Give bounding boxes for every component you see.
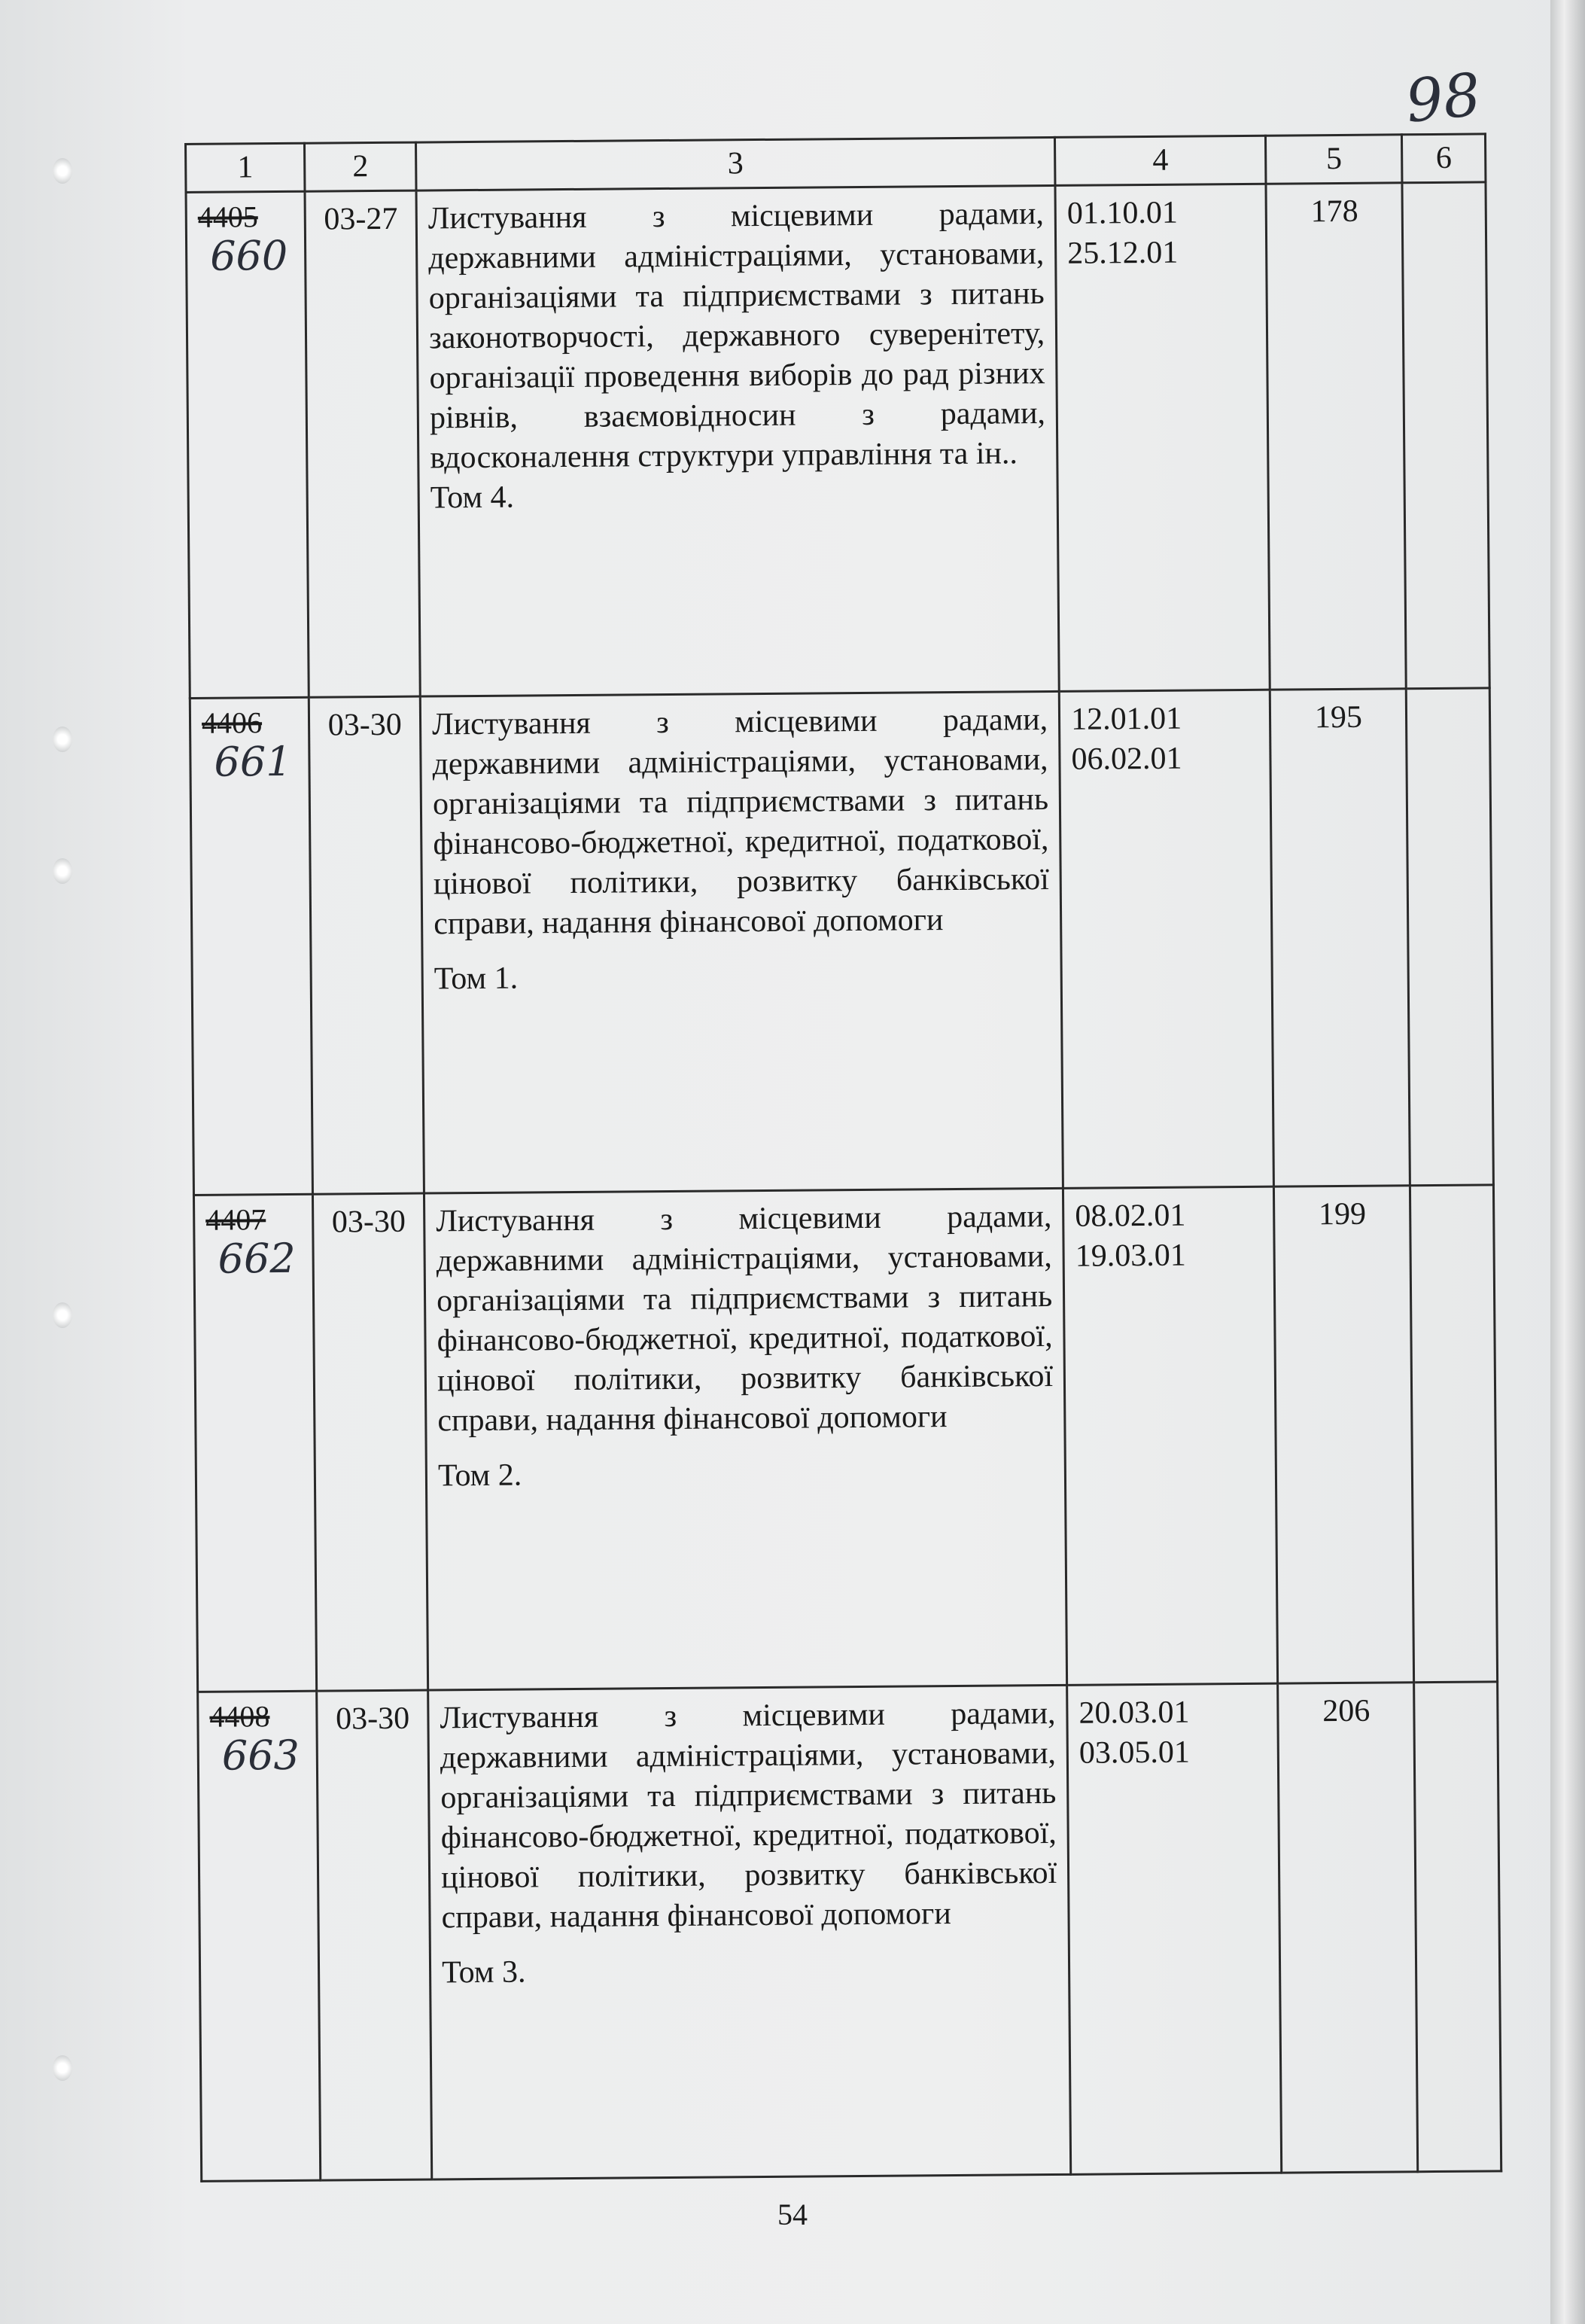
case-dates: [1067, 1683, 1282, 2174]
new-case-number: 661: [214, 737, 292, 786]
case-index: 03-30: [309, 696, 424, 1194]
sheet-count: 206: [1278, 1683, 1418, 2173]
handwritten-archive-number: 98: [1402, 61, 1484, 136]
new-case-number: 663: [221, 1731, 300, 1780]
case-title: Листування з місцевими радами, державними адміністраціями, установами, організаціями та підприємствами з питань законотворчості, державного суверенітету, організації проведення виборів до рад різних рівнів, взаємовідносин з радами, вдосконалення структури управління та ін..: [427, 196, 1046, 476]
case-dates: [1059, 690, 1273, 1188]
case-title-cell: [424, 1188, 1067, 1690]
case-volume: Том 1.: [434, 961, 519, 997]
header-col-1: 1: [186, 143, 306, 192]
date-end: 06.02.01: [1071, 741, 1182, 777]
date-end: 25.12.01: [1067, 235, 1179, 271]
case-index: 03-30: [317, 1690, 432, 2180]
date-start: 20.03.01: [1078, 1695, 1190, 1731]
note: [1402, 182, 1489, 689]
binding-hole: [53, 158, 72, 184]
table-row: [186, 182, 1489, 699]
header-col-3: 3: [416, 137, 1055, 190]
case-title-cell: [416, 185, 1059, 696]
new-case-number: 660: [209, 231, 288, 280]
date-end: 19.03.01: [1075, 1238, 1186, 1274]
binder-edge: [1550, 0, 1585, 2324]
binding-hole: [53, 2055, 72, 2081]
header-col-5: 5: [1266, 135, 1402, 184]
binding-hole: [53, 1302, 72, 1328]
note: [1407, 688, 1494, 1186]
case-title: Листування з місцевими радами, державними адміністраціями, установами, організаціями та підприємствами з питань фінансово-бюджетної, кредитної, податкової, цінової політики, розвитку банківської справи, надання фінансової допомоги: [431, 702, 1050, 942]
case-volume: Том 2.: [437, 1457, 522, 1494]
case-index: 03-30: [313, 1193, 428, 1691]
page-number: 54: [777, 2198, 808, 2231]
table-row: [198, 1682, 1501, 2182]
case-volume: Том 3.: [442, 1954, 526, 1990]
old-case-number: 4407: [205, 1202, 266, 1237]
date-start: 01.10.01: [1066, 195, 1179, 231]
case-number-cell: [193, 1194, 316, 1692]
note: [1414, 1682, 1501, 2172]
old-case-number: 4408: [209, 1699, 270, 1734]
case-volume: Том 4.: [430, 480, 515, 516]
case-title: Листування з місцевими радами, державними адміністраціями, установами, організаціями та підприємствами з питань фінансово-бюджетної, кредитної, податкової, цінової політики, розвитку банківської справи, надання фінансової допомоги: [440, 1695, 1057, 1936]
old-case-number: 4405: [197, 200, 258, 234]
header-col-4: 4: [1055, 136, 1267, 185]
header-col-2: 2: [305, 142, 416, 191]
case-register-table: [184, 132, 1502, 2182]
new-case-number: 662: [218, 1234, 296, 1283]
date-end: 03.05.01: [1078, 1735, 1191, 1771]
note: [1410, 1185, 1498, 1683]
date-start: 12.01.01: [1070, 701, 1182, 737]
case-title-cell: [420, 691, 1063, 1193]
case-title: Листування з місцевими радами, державними адміністраціями, установами, організаціями та підприємствами з питань фінансово-бюджетної, кредитної, податкової, цінової політики, розвитку банківської справи, надання фінансової допомоги: [436, 1199, 1054, 1439]
case-dates: [1063, 1186, 1278, 1685]
date-start: 08.02.01: [1075, 1198, 1186, 1234]
sheet-count: 195: [1270, 689, 1410, 1186]
table-row: [190, 688, 1493, 1196]
table-row: [193, 1185, 1497, 1692]
binding-hole: [53, 726, 72, 752]
case-number-cell: [186, 191, 309, 698]
sheet-count: 178: [1266, 183, 1406, 690]
case-dates: [1055, 184, 1270, 691]
case-number-cell: [198, 1691, 321, 2181]
sheet-count: 199: [1274, 1186, 1414, 1683]
old-case-number: 4406: [201, 705, 263, 740]
case-number-cell: [190, 697, 312, 1195]
binding-hole: [53, 858, 72, 884]
case-title-cell: [428, 1685, 1071, 2179]
case-index: 03-27: [305, 190, 420, 697]
header-col-6: 6: [1402, 134, 1486, 183]
